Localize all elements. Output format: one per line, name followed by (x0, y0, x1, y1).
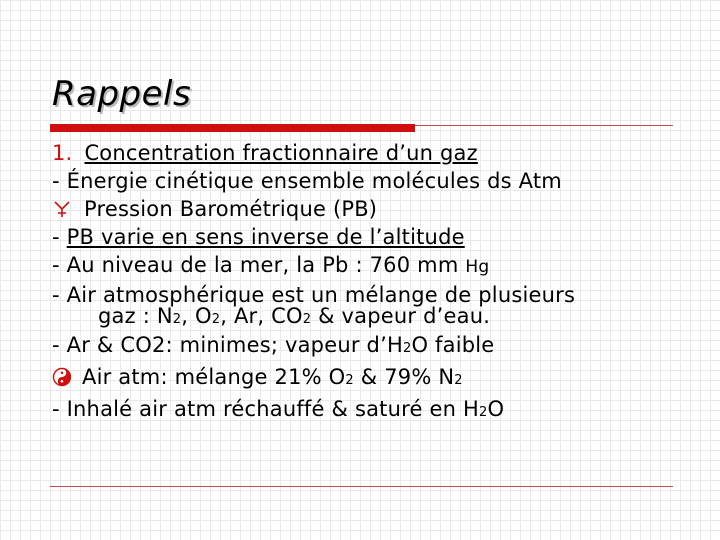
line-2-text: Pression Barométrique (PB) (84, 197, 378, 221)
line-6-part: , O (181, 304, 212, 328)
top-divider (415, 125, 673, 126)
bottom-divider (50, 486, 673, 487)
slide-body (52, 139, 672, 427)
line-7-part: O faible (411, 333, 495, 357)
subscript: 2 (479, 405, 488, 420)
line-7-part: - Ar & CO2: minimes; vapeur d’H (52, 333, 403, 357)
subscript: 2 (211, 312, 221, 327)
line-6-part: gaz : N (98, 304, 173, 328)
list-item (52, 395, 672, 427)
line-9-part: - Inhalé air atm réchauffé & saturé en H (52, 397, 479, 421)
line-8-part: & 79% N (353, 365, 455, 389)
line-6-part: & vapeur d’eau. (311, 304, 491, 328)
line-3-text: PB varie en sens inverse de l’altitude (66, 225, 465, 249)
line-3-prefix: - (52, 225, 67, 249)
slide-title: Rappels (52, 74, 192, 114)
line-6-part: , Ar, CO (220, 304, 303, 328)
list-item (52, 167, 672, 195)
heading-text: Concentration fractionnaire d’un gaz (84, 141, 478, 165)
subscript: 2 (172, 312, 182, 327)
yin-yang-bullet-icon (52, 363, 82, 391)
line-4-unit: Hg (465, 257, 490, 277)
list-item-continuation (52, 305, 672, 331)
subscript: 2 (402, 341, 412, 356)
subscript: 2 (454, 373, 463, 388)
subscript: 2 (345, 373, 354, 388)
subscript: 2 (302, 312, 312, 327)
line-5-text: - Air atmosphérique est un mélange de plusieurs (52, 283, 576, 307)
line-9-part: O (487, 397, 505, 421)
line-8-part: Air atm: mélange 21% O (82, 365, 346, 389)
list-item (52, 195, 672, 223)
list-item (52, 251, 672, 281)
line-1-text: - Énergie cinétique ensemble molécules ds Atm (52, 169, 562, 193)
line-4-text: - Au niveau de la mer, la Pb : 760 mm (52, 253, 466, 277)
heading-number: 1. (52, 141, 73, 165)
heading-line (52, 139, 672, 167)
list-item (52, 331, 672, 363)
list-item (52, 363, 672, 395)
hourglass-bullet-icon (52, 195, 84, 223)
title-accent-bar (50, 124, 415, 132)
list-item (52, 223, 672, 251)
